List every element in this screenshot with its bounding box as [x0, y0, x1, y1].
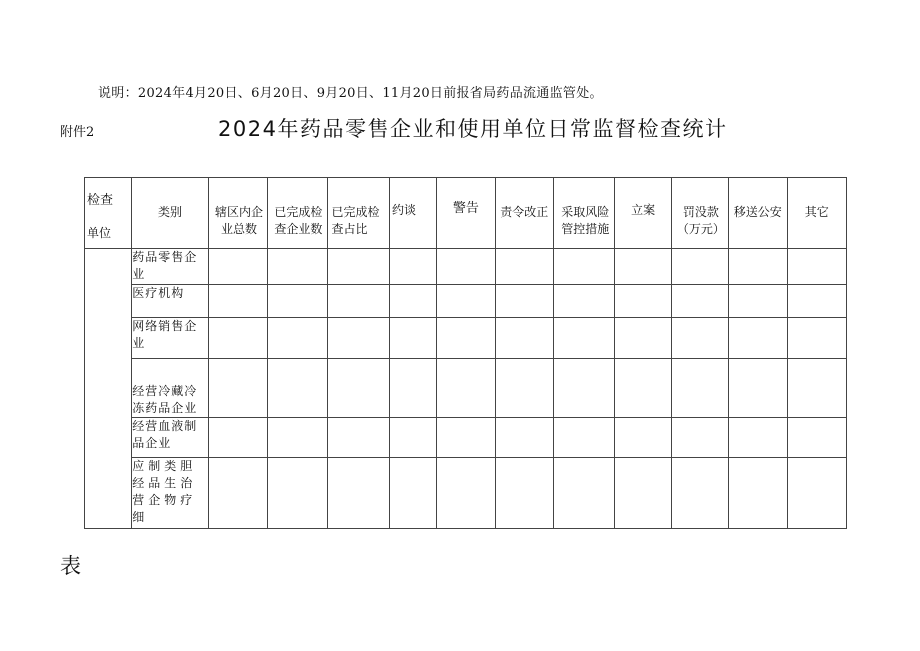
col-header-case-filed: 立案: [615, 178, 671, 249]
table-row: [85, 458, 847, 529]
col-header-inspected-ratio: 已完成检查占比: [327, 178, 389, 249]
table-row: [85, 285, 847, 318]
row-label-blood-products: 经营血液制品企业: [132, 418, 209, 458]
unit-cell[interactable]: [85, 249, 132, 529]
col-header-warning: 警告: [437, 178, 495, 249]
row-label-medical: 医疗机构: [132, 285, 209, 318]
col-header-risk-control: 采取风险管控措施: [554, 178, 615, 249]
table-row: [85, 418, 847, 458]
unit-header-top: 检查: [87, 193, 114, 208]
submission-note: 说明：2024年4月20日、6月20日、9月20日、11月20日前报省局药品流通监管处。: [98, 86, 603, 101]
table-row: [85, 359, 847, 418]
statistics-table: [84, 177, 847, 529]
col-header-inspected-count: 已完成检查企业数: [268, 178, 327, 249]
unit-header-cell: [85, 178, 132, 249]
col-header-interview: 约谈: [389, 178, 436, 249]
attachment-label: 附件2: [60, 125, 95, 140]
col-header-total-enterprises: 辖区内企业总数: [208, 178, 267, 249]
col-header-order-correction: 责令改正: [495, 178, 553, 249]
table-row: [85, 249, 847, 285]
col-header-category: 类别: [132, 178, 209, 249]
row-label-cell-therapy: 应制类胆经品生治营企物疗细: [132, 458, 209, 529]
col-header-fines: 罚没款（万元）: [671, 178, 728, 249]
row-label-cold-chain: 经营冷藏冷冻药品企业: [132, 359, 209, 418]
header-row: [85, 178, 847, 249]
trailing-char: 表: [60, 554, 81, 578]
page-title: 2024年药品零售企业和使用单位日常监督检查统计: [218, 117, 728, 141]
table-row: [85, 318, 847, 359]
col-header-transfer-police: 移送公安: [729, 178, 787, 249]
row-label-online: 网络销售企业: [132, 318, 209, 359]
unit-header-bottom: 单位: [87, 226, 112, 240]
row-label-retail: 药品零售企业: [132, 249, 209, 285]
col-header-other: 其它: [787, 178, 847, 249]
